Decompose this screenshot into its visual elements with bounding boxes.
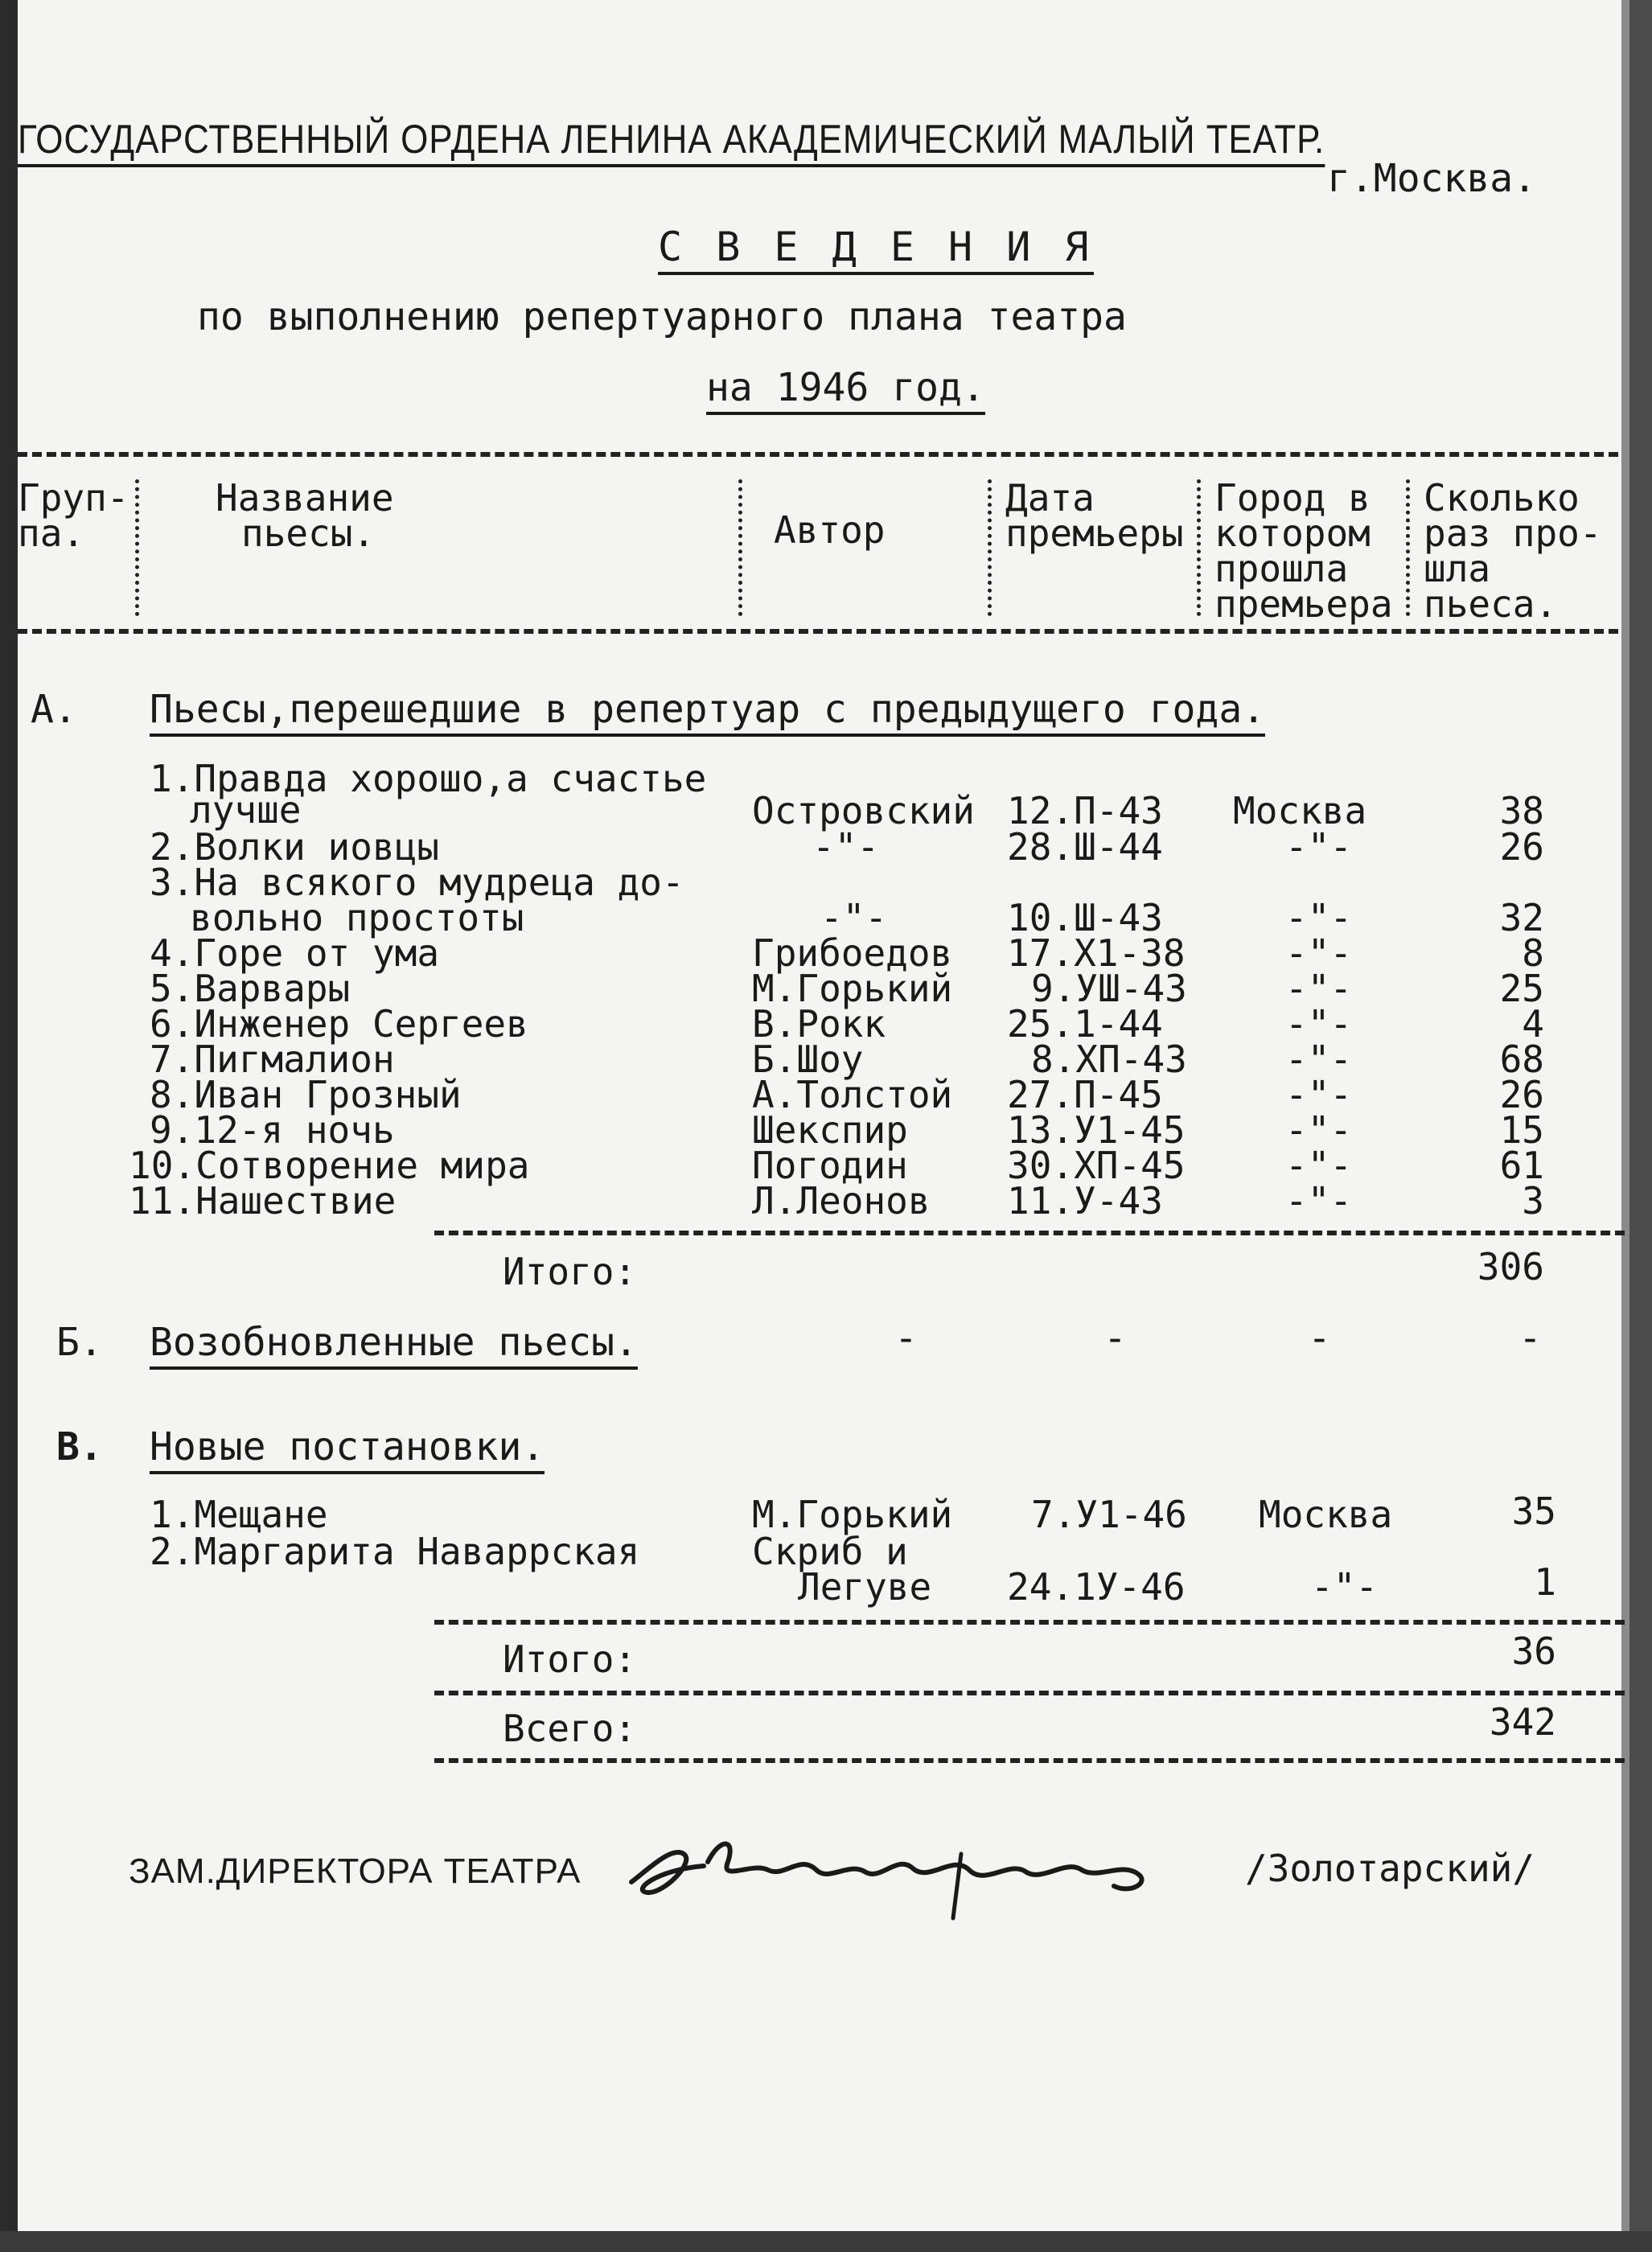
play-author: А.Толстой	[752, 1073, 953, 1116]
scan-edge-right-shadow	[1621, 0, 1629, 2252]
play-author: В.Рокк	[752, 1002, 886, 1046]
section-c-total-label: Итого:	[503, 1638, 637, 1681]
subtotal-rule	[434, 1231, 1625, 1235]
play-author: М.Горький	[752, 967, 953, 1010]
play-title: 7.Пигмалион	[150, 1038, 395, 1081]
play-count: 4	[1522, 1002, 1544, 1046]
section-c-title: Новые постановки.	[150, 1428, 545, 1474]
grand-total-rule	[434, 1758, 1625, 1763]
play-city: -"-	[1285, 896, 1353, 939]
section-a-total-label: Итого:	[503, 1250, 637, 1293]
col-count-line3: шла	[1424, 547, 1491, 590]
play-date: 11.У-43	[1007, 1179, 1163, 1223]
document-subtitle: по выполнению репертуарного плана театра	[197, 294, 1127, 339]
col-divider	[1406, 479, 1410, 616]
header-bottom-rule	[18, 629, 1618, 634]
col-city-line3: прошла	[1214, 547, 1349, 590]
play-date: 27.П-45	[1007, 1073, 1163, 1116]
section-b-city-dash: -	[1308, 1316, 1331, 1361]
play-city: -"-	[1285, 1144, 1353, 1187]
play-date: 13.У1-45	[1007, 1108, 1186, 1152]
play-city: -"-	[1285, 967, 1353, 1010]
play-author: -"-	[812, 825, 880, 869]
col-group-line1: Груп-	[18, 476, 129, 520]
section-a-label: А.	[31, 687, 77, 732]
col-divider	[988, 479, 992, 616]
col-divider	[135, 479, 139, 616]
play-count: 68	[1499, 1038, 1544, 1081]
play-date: 24.1У-46	[1007, 1565, 1186, 1609]
play-count: 3	[1522, 1179, 1544, 1223]
col-city-line1: Город в	[1214, 476, 1371, 520]
col-author: Автор	[774, 508, 886, 552]
play-author: -"-	[820, 896, 888, 939]
col-city-line4: премьера	[1214, 582, 1393, 626]
play-author: Б.Шоу	[752, 1038, 864, 1081]
play-count: 38	[1499, 789, 1544, 832]
play-title: 11.Нашествие	[129, 1179, 397, 1223]
play-title-cont: лучше	[190, 788, 302, 832]
play-city: -"-	[1285, 1108, 1353, 1152]
col-count-line2: раз про-	[1424, 512, 1602, 555]
play-city: -"-	[1285, 1073, 1353, 1116]
signatory-name: /Золотарский/	[1245, 1847, 1535, 1890]
play-author: Грибоедов	[752, 931, 953, 975]
play-title: 1.Правда хорошо,а счастье	[150, 757, 707, 800]
play-title: 8.Иван Грозный	[150, 1073, 462, 1116]
scan-edge-bottom	[0, 2231, 1652, 2252]
play-date: 25.1-44	[1007, 1002, 1163, 1046]
col-count-line1: Сколько	[1424, 476, 1580, 520]
section-c-label: В.	[56, 1424, 103, 1469]
play-author: Погодин	[752, 1144, 908, 1187]
organization-name: ГОСУДАРСТВЕННЫЙ ОРДЕНА ЛЕНИНА АКАДЕМИЧЕСКИЙ МАЛЫЙ ТЕАТР.	[18, 119, 1325, 167]
play-count: 61	[1499, 1144, 1544, 1187]
play-date: 10.Ш-43	[1007, 896, 1163, 939]
play-title: 5.Варвары	[150, 967, 351, 1010]
play-author: Островский	[752, 789, 975, 832]
section-b-label: Б.	[56, 1320, 103, 1365]
section-a-title: Пьесы,перешедшие в репертуар с предыдущего года.	[150, 690, 1265, 737]
section-c-total: 36	[1511, 1629, 1556, 1673]
play-date: 28.Ш-44	[1007, 825, 1163, 869]
play-title: 1.Мещане	[150, 1493, 328, 1536]
city-header: г.Москва.	[1327, 156, 1537, 201]
play-city: -"-	[1311, 1565, 1379, 1609]
col-name-line1: Название	[216, 476, 394, 520]
play-date: 30.ХП-45	[1007, 1144, 1186, 1187]
play-title: 2.Маргарита Наваррская	[150, 1530, 640, 1573]
col-divider	[1197, 479, 1201, 616]
play-title: 2.Волки иовцы	[150, 825, 440, 869]
play-city: -"-	[1285, 931, 1353, 975]
play-city: Москва	[1259, 1493, 1393, 1536]
play-count: 26	[1499, 1073, 1544, 1116]
play-author: Скриб и	[752, 1530, 908, 1573]
play-count: 35	[1511, 1490, 1556, 1533]
play-city: -"-	[1285, 1038, 1353, 1081]
subtotal-rule	[434, 1620, 1625, 1625]
play-city: -"-	[1285, 1179, 1353, 1223]
section-b-date-dash: -	[1103, 1316, 1127, 1361]
play-author: Л.Леонов	[752, 1179, 931, 1223]
play-date: 12.П-43	[1007, 789, 1163, 832]
col-city-line2: котором	[1214, 512, 1371, 555]
play-title: 10.Сотворение мира	[129, 1144, 530, 1187]
section-b-title: Возобновленные пьесы.	[150, 1323, 638, 1370]
play-date: 9.УШ-43	[1031, 967, 1187, 1010]
play-count: 15	[1499, 1108, 1544, 1152]
play-date: 17.Х1-38	[1007, 931, 1186, 975]
col-divider	[738, 479, 742, 616]
col-name-line2: пьесы.	[241, 512, 376, 555]
play-count: 25	[1499, 967, 1544, 1010]
play-city: Москва	[1233, 789, 1367, 832]
section-a-total: 306	[1477, 1245, 1544, 1288]
play-city: -"-	[1285, 1002, 1353, 1046]
signatory-position: ЗАМ.ДИРЕКТОРА ТЕАТРА	[129, 1851, 581, 1891]
grand-total-label: Всего:	[503, 1707, 637, 1750]
col-date-line1: Дата	[1005, 476, 1095, 520]
play-title: 4.Горе от ума	[150, 931, 440, 975]
play-count: 1	[1534, 1560, 1556, 1604]
scan-edge-left	[0, 0, 18, 2252]
play-city: -"-	[1285, 825, 1353, 869]
play-count: 26	[1499, 825, 1544, 869]
header-top-rule	[18, 452, 1618, 457]
play-author: М.Горький	[752, 1493, 953, 1536]
section-b-count-dash: -	[1518, 1316, 1542, 1361]
play-count: 32	[1499, 896, 1544, 939]
play-author-cont: Легуве	[798, 1565, 932, 1609]
play-title-cont: вольно простоты	[190, 896, 524, 939]
handwritten-signature	[615, 1806, 1194, 1926]
scan-edge-right	[1629, 0, 1652, 2252]
play-title: 6.Инженер Сергеев	[150, 1002, 528, 1046]
document-title: С В Е Д Е Н И Я	[658, 227, 1094, 275]
play-date: 8.ХП-43	[1031, 1038, 1187, 1081]
total-rule	[434, 1691, 1625, 1695]
col-count-line4: пьеса.	[1424, 582, 1558, 626]
play-author: Шекспир	[752, 1108, 908, 1152]
play-date: 7.У1-46	[1031, 1493, 1187, 1536]
report-year: на 1946 год.	[706, 368, 985, 415]
play-title: 9.12-я ночь	[150, 1108, 395, 1152]
grand-total: 342	[1489, 1700, 1556, 1744]
col-group-line2: па.	[18, 512, 85, 555]
play-title: 3.На всякого мудреца до-	[150, 861, 684, 904]
play-count: 8	[1522, 931, 1544, 975]
section-b-author-dash: -	[894, 1316, 918, 1361]
col-date-line2: премьеры	[1005, 512, 1184, 555]
